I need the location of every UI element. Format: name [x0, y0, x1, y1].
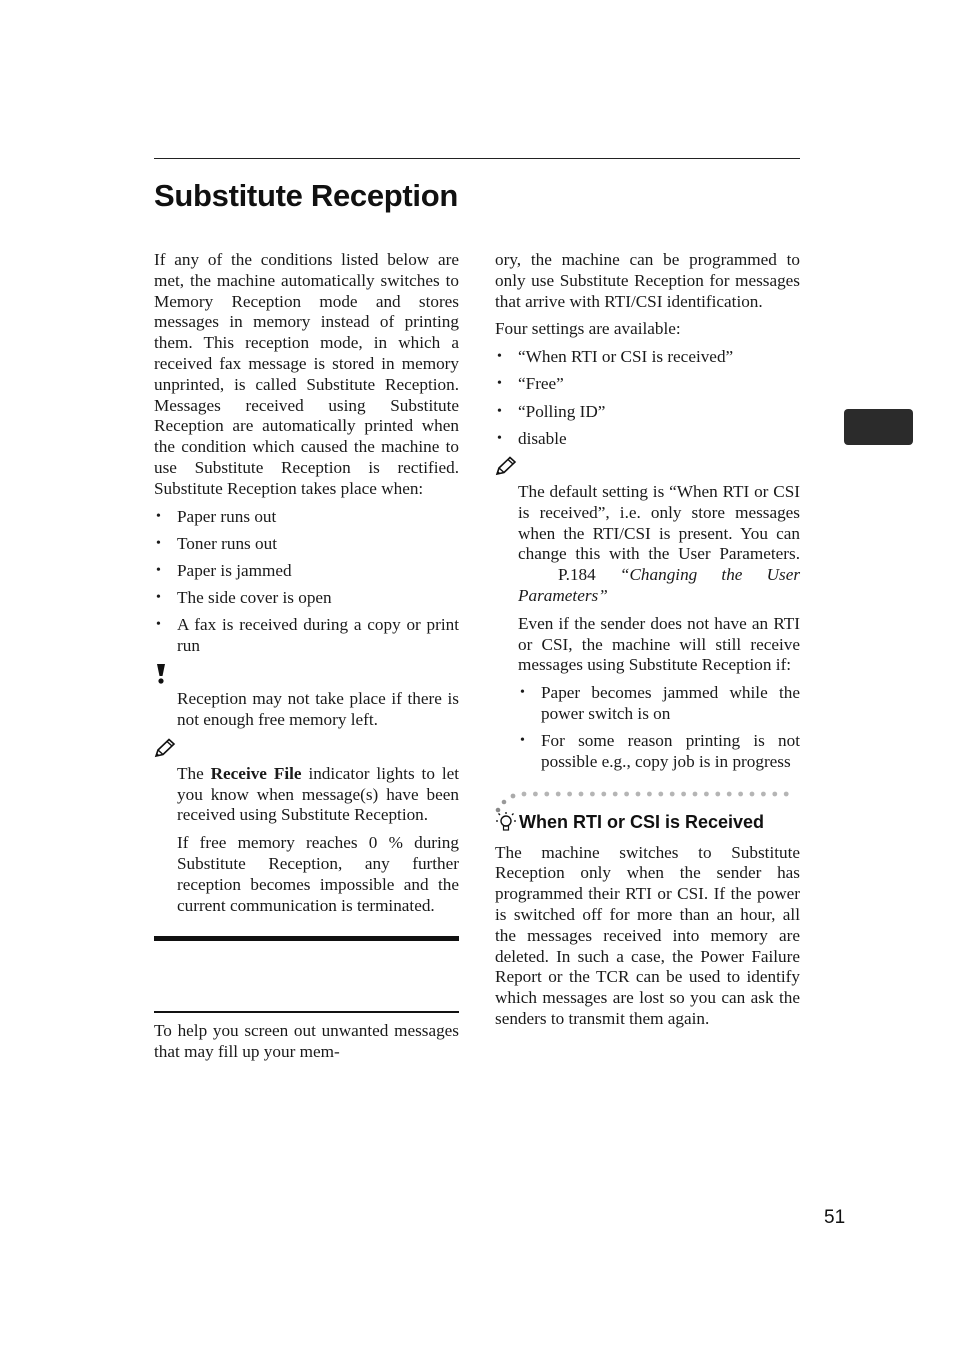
tip-heading-text: When RTI or CSI is Received	[519, 812, 765, 833]
list-item: • Paper runs out	[154, 507, 459, 528]
chapter-tab	[844, 409, 913, 445]
page-title: Substitute Reception	[154, 178, 459, 213]
section-rule-thick	[154, 936, 459, 941]
settings-intro: Four settings are available:	[495, 319, 681, 339]
list-item: • “Polling ID”	[495, 402, 800, 423]
list-item: • Toner runs out	[154, 534, 459, 555]
top-rule	[154, 158, 800, 159]
pencil-icon	[495, 456, 800, 478]
limitation-text: Reception may not take place if there is not enough free memory left.	[177, 689, 459, 730]
left-column	[154, 250, 459, 1070]
note-block	[154, 764, 459, 917]
tip-heading	[495, 811, 800, 835]
dotted-divider	[495, 791, 800, 807]
list-item: • For some reason printing is not possible e.g., copy job is in progress	[518, 731, 800, 773]
limitation-icon	[154, 663, 459, 685]
note-text-2: Even if the sender does not have an RTI or CSI, the machine will still receive messages using Substitute Reception if:	[518, 613, 800, 675]
continued-paragraph: ory, the machine can be programmed to only use Substitute Reception for messages that arrive with RTI/CSI identification.	[495, 250, 800, 311]
note-list	[518, 683, 800, 773]
list-item: • “Free”	[495, 374, 800, 395]
pencil-icon	[154, 738, 459, 760]
list-item: • The side cover is open	[154, 588, 459, 609]
list-item: • A fax is received during a copy or print run	[154, 615, 459, 657]
settings-list	[495, 347, 800, 449]
note-text: The default setting is “When RTI or CSI is received”, i.e. only store messages when the RTI/CSI is present. You can change this with the User Parameters.P.184 “Changing the User Parameters”	[518, 481, 801, 605]
list-item: • “When RTI or CSI is received”	[495, 347, 800, 368]
note-text: The Receive File indicator lights to let you know when message(s) have been received using Substitute Reception.	[177, 763, 459, 825]
limitation-block	[154, 689, 459, 731]
page-ref: P.184	[558, 565, 596, 585]
section-paragraph: To help you screen out unwanted messages that may fill up your mem-	[154, 1021, 459, 1062]
section-rule-thin	[154, 1011, 459, 1013]
note-block	[495, 482, 800, 773]
receive-file-label: Receive File	[210, 763, 302, 783]
condition-list	[154, 507, 459, 657]
list-item: • Paper becomes jammed while the power switch is on	[518, 683, 800, 725]
lightbulb-icon	[495, 811, 517, 835]
list-item: • disable	[495, 429, 800, 450]
page-ref-title: “Changing the User Parameters”	[518, 565, 801, 605]
page-number: 51	[824, 1207, 846, 1228]
right-column	[495, 250, 800, 1037]
tip-paragraph: The machine switches to Substitute Reception only when the sender has programmed their RTI or CSI. If the power is switched off for more than an hour, all the messages received into memory are deleted. In such a case, the Power Failure Report or the TCR can be used to identify which messages are lost so you can ask the senders to transmit them again.	[495, 842, 800, 1029]
list-item: • Paper is jammed	[154, 561, 459, 582]
note-text-2: If free memory reaches 0 % during Substitute Reception, any further reception becomes impossible and the current communication is terminated.	[177, 833, 459, 915]
intro-paragraph: If any of the conditions listed below are met, the machine automatically switches to Memory Reception mode and stores messages in memory instead of printing them. This reception mode, in which a received fax message is stored in memory unprinted, is called Substitute Reception. Messages received using Substitute Reception are automatically printed when the condition which caused the machine to use Substitute Reception is rectified. Substitute Reception takes place when:	[154, 250, 459, 498]
